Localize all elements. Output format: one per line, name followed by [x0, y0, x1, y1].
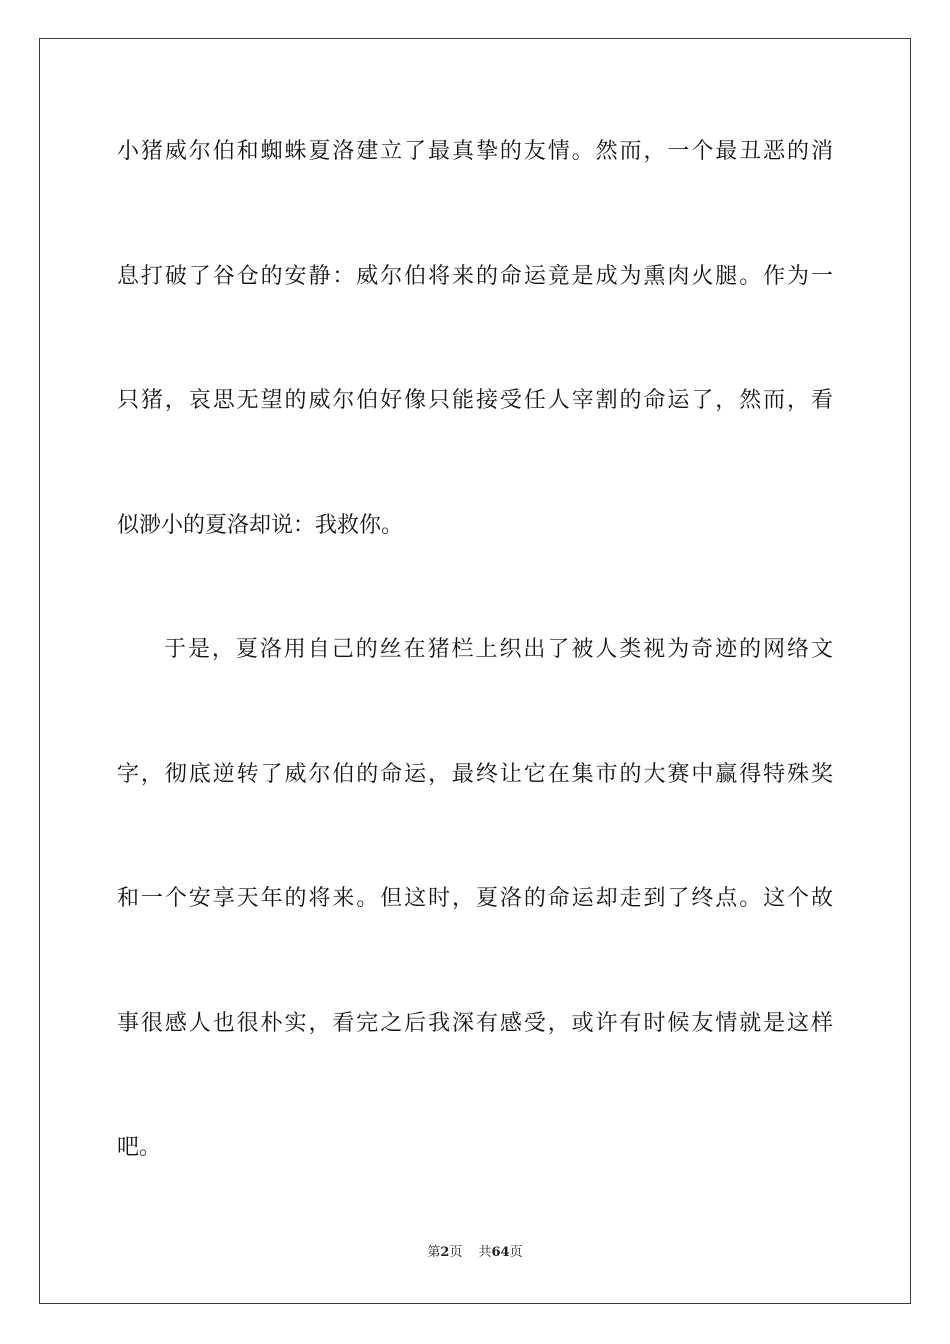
paragraph-2-line-2: 字，彻底逆转了威尔伯的命运，最终让它在集市的大赛中赢得特殊奖	[117, 762, 833, 787]
current-page-number: 2	[440, 1245, 450, 1260]
total-label-prefix: 共	[478, 1245, 492, 1260]
total-page-count: 64	[491, 1245, 510, 1260]
page-label-suffix: 页	[449, 1245, 463, 1260]
paragraph-2-line-3: 和一个安享天年的将来。但这时，夏洛的命运却走到了终点。这个故	[117, 886, 833, 911]
page-label-prefix: 第	[427, 1245, 441, 1260]
paragraph-1-line-3: 只猪，哀思无望的威尔伯好像只能接受任人宰割的命运了，然而，看	[117, 388, 833, 413]
paragraph-2-line-5: 吧。	[117, 1135, 162, 1160]
page-border	[39, 38, 911, 1304]
paragraph-1-line-4: 似渺小的夏洛却说：我救你。	[117, 513, 404, 538]
paragraph-1-line-1: 小猪威尔伯和蜘蛛夏洛建立了最真挚的友情。然而，一个最丑恶的消	[117, 139, 833, 164]
total-label-suffix: 页	[509, 1245, 523, 1260]
paragraph-2-line-1: 于是，夏洛用自己的丝在猪栏上织出了被人类视为奇迹的网络文	[164, 637, 833, 662]
paragraph-2-line-4: 事很感人也很朴实，看完之后我深有感受，或许有时候友情就是这样	[117, 1011, 833, 1036]
page-footer	[0, 1244, 950, 1262]
paragraph-1-line-2: 息打破了谷仓的安静：威尔伯将来的命运竟是成为熏肉火腿。作为一	[117, 264, 833, 289]
